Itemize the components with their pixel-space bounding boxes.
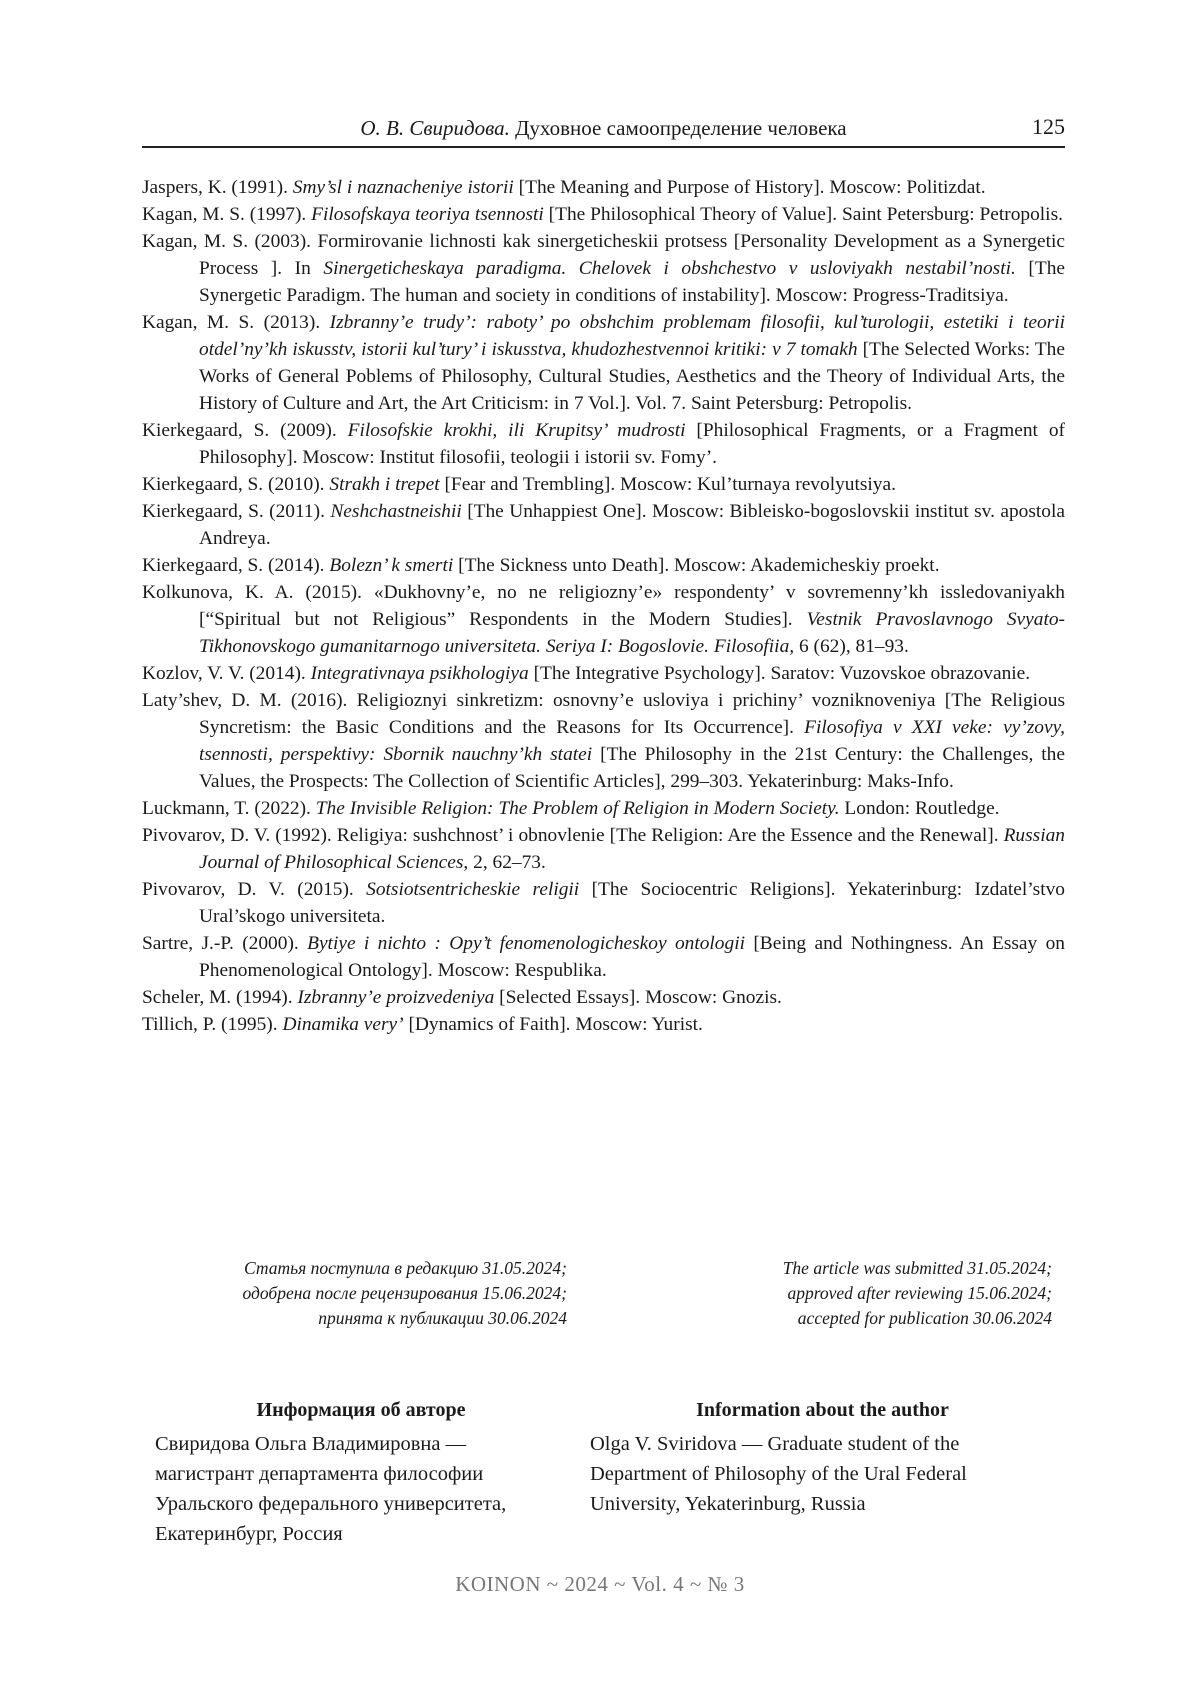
reference-item [142,201,1065,228]
reference-text: 6 (62), 81–93. [794,636,909,657]
dates-russian [142,1256,567,1331]
reference-title: Filosofskaya teoriya tsennosti [311,204,544,225]
reference-text: Kagan, M. S. (2003). Formirovanie lichnosti kak sinergeticheskii protsess [Personality Development as a Synergetic Process ]. In [142,231,1065,279]
date-line: The article was submitted 31.05.2024; [782,1258,1052,1278]
author-info-text: Olga V. Sviridova — Graduate student of the Department of Philosophy of the Ural Federal University, Yekaterinburg, Russia [590,1433,967,1515]
reference-text: Kagan, M. S. (1997). [142,204,312,225]
reference-item [142,795,1065,822]
reference-title: Dinamika very’ [282,1014,404,1035]
reference-title: Bolezn’ k smerti [329,555,454,576]
reference-text: Pivovarov, D. V. (2015). [142,879,367,900]
author-info-russian [155,1395,567,1549]
reference-text: Kolkunova, K. A. (2015). «Dukhovny’e, no ne religiozny’e» respondenty’ v sovremenny’kh issledovaniyakh [“Spiritual but not Religious” Respondents in the Modern Studies]. [142,582,1065,630]
reference-text: [The Selected Works: The Works of General Poblems of Philosophy, Cultural Studies, Aesthetics and the Theory of Individual Arts, the History of Culture and Art, the Art Criticism: in 7 Vol.]. Vol. 7. Saint Petersburg: Petropolis. [199,339,1065,414]
reference-text: [The Integrative Psychology]. Saratov: Vuzovskoe obrazovanie. [528,663,1031,684]
author-info-text: Свиридова Ольга Владимировна — магистрант департамента философии Уральского федерального университета, Екатеринбург, Россия [155,1433,507,1545]
reference-title: Neshchastneishii [330,501,462,522]
author-info-heading: Информация об авторе [256,1399,466,1421]
journal-footer: KOINON ~ 2024 ~ Vol. 4 ~ № 3 [455,1572,745,1596]
reference-title: Russian Journal of Philosophical Sciences [199,825,1065,873]
reference-text: [Fear and Trembling]. Moscow: Kul’turnaya revolyutsiya. [439,474,896,495]
reference-title: Bytiye i nichto : Opy’t fenomenologicheskoy ontologii [307,933,745,954]
reference-text: [The Meaning and Purpose of History]. Moscow: Politizdat. [513,177,986,198]
dates-english [640,1256,1052,1331]
reference-text: Kozlov, V. V. (2014). [142,663,311,684]
reference-item [142,930,1065,984]
reference-title: Smy’sl i naznacheniye istorii [292,177,514,198]
author-info-heading: Information about the author [696,1399,949,1421]
reference-text: Kierkegaard, S. (2009). [142,420,348,441]
reference-text: [Selected Essays]. Moscow: Gnozis. [494,987,782,1008]
reference-title: Izbranny’e proizvedeniya [297,987,495,1008]
date-line: одобрена после рецензирования 15.06.2024; [242,1283,567,1303]
reference-text: [Dynamics of Faith]. Moscow: Yurist. [403,1014,703,1035]
date-line: approved after reviewing 15.06.2024; [787,1283,1052,1303]
reference-item [142,822,1065,876]
reference-item [142,687,1065,795]
reference-text: Kierkegaard, S. (2011). [142,501,331,522]
running-title [142,116,1065,141]
reference-text: London: Routledge. [839,798,1000,819]
reference-text: Luckmann, T. (2022). [142,798,316,819]
reference-text: [The Philosophical Theory of Value]. Saint Petersburg: Petropolis. [543,204,1063,225]
reference-text: [The Synergetic Paradigm. The human and society in conditions of instability]. Moscow: Progress-Traditsiya. [199,258,1065,306]
reference-item [142,417,1065,471]
reference-item [142,174,1065,201]
reference-text: Tillich, P. (1995). [142,1014,283,1035]
reference-item [142,552,1065,579]
reference-title: The Invisible Religion: The Problem of Religion in Modern Society. [315,798,840,819]
reference-text: Sartre, J.-P. (2000). [142,933,308,954]
reference-text: Pivovarov, D. V. (1992). Religiya: sushchnost’ i obnovlenie [The Religion: Are the Essence and the Renewal]. [142,825,1004,846]
reference-title: Filosofskie krokhi, ili Krupitsy’ mudrosti [347,420,686,441]
date-line: Статья поступила в редакцию 31.05.2024; [244,1258,567,1278]
reference-item [142,984,1065,1011]
running-head-author: О. В. Свиридова. [360,116,510,140]
reference-title: Izbranny’e trudy’: raboty’ po obshchim problemam filosofii, kul’turologii, estetiki i teorii otdel’ny’kh iskusstv, istorii kul’tury’ i iskusstva, khudozhestvennoi kritiki: v 7 tomakh [199,312,1065,360]
reference-item [142,498,1065,552]
reference-text: Kagan, M. S. (2013). [142,312,330,333]
reference-item [142,1011,1065,1038]
reference-item [142,660,1065,687]
reference-text: Scheler, M. (1994). [142,987,298,1008]
reference-item [142,309,1065,417]
reference-title: Strakh i trepet [329,474,440,495]
reference-text: [Being and Nothingness. An Essay on Phenomenological Ontology]. Moscow: Respublika. [199,933,1065,981]
running-head [142,112,1065,148]
reference-text: Kierkegaard, S. (2014). [142,555,330,576]
reference-title: Sinergeticheskaya paradigma. Chelovek i obshchestvo v usloviyakh nestabil’nosti. [323,258,1016,279]
reference-item [142,228,1065,309]
reference-title: Vestnik Pravoslavnogo Svyato-Tikhonovskogo gumanitarnogo universiteta. Seriya I: Bogoslovie. Filosofiia, [199,609,1065,657]
date-line: принята к публикации 30.06.2024 [318,1308,567,1328]
reference-text: [Philosophical Fragments, or a Fragment of Philosophy]. Moscow: Institut filosofii, teologii i istorii sv. Fomy’. [199,420,1065,468]
reference-text: [The Unhappiest One]. Moscow: Bibleisko-bogoslovskii institut sv. apostola Andreya. [199,501,1065,549]
reference-text: [The Sickness unto Death]. Moscow: Akademicheskiy proekt. [453,555,940,576]
reference-item [142,579,1065,660]
reference-list [142,174,1065,1038]
reference-text: Kierkegaard, S. (2010). [142,474,330,495]
reference-item [142,876,1065,930]
reference-text: [The Sociocentric Religions]. Yekaterinburg: Izdatel’stvo Ural’skogo universiteta. [199,879,1065,927]
reference-text: Jaspers, K. (1991). [142,177,293,198]
author-info-english [590,1395,1055,1519]
reference-text: Laty’shev, D. M. (2016). Religioznyi sinkretizm: osnovny’e usloviya i prichiny’ vozniknoveniya [The Religious Syncretism: the Basic Conditions and the Reasons for Its Occurrence]. [142,690,1065,738]
reference-title: Sotsiotsentricheskie religii [366,879,580,900]
reference-title: Integrativnaya psikhologiya [310,663,529,684]
page-number: 125 [1032,114,1065,139]
reference-item [142,471,1065,498]
date-line: accepted for publication 30.06.2024 [797,1308,1052,1328]
reference-text: [The Philosophy in the 21st Century: the Challenges, the Values, the Prospects: The Collection of Scientific Articles], 299–303. Yekaterinburg: Maks-Info. [199,744,1065,792]
running-head-title: Духовное самоопределение человека [515,116,847,140]
reference-text: , 2, 62–73. [463,852,546,873]
reference-title: Filosofiya v XXI veke: vy’zovy, tsennosti, perspektivy: Sbornik nauchny’kh statei [199,717,1065,765]
